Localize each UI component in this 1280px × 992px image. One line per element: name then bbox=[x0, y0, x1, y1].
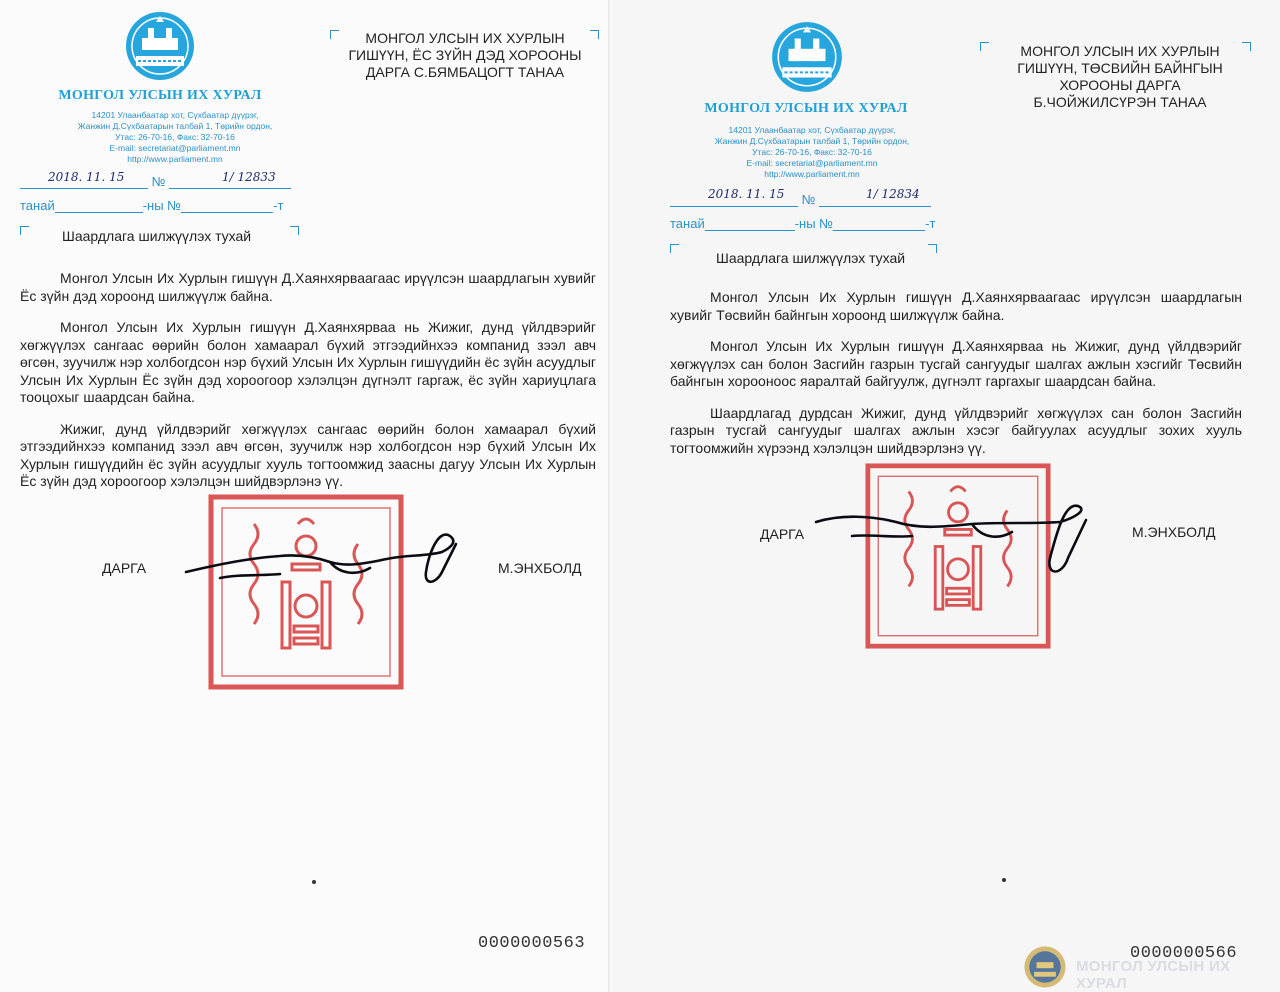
addressee-line: МОНГОЛ УЛСЫН ИХ ХУРЛЫН bbox=[1020, 43, 1220, 59]
date-handwritten: 2018. 11. 15 bbox=[708, 187, 785, 201]
org-name: МОНГОЛ УЛСЫН ИХ ХУРАЛ bbox=[704, 101, 908, 116]
letter-subject: Шаардлага шилжүүлэх тухай bbox=[716, 250, 906, 266]
ref-prefix: танай bbox=[20, 198, 55, 213]
body-paragraph: Шаардлагад дурдсан Жижиг, дунд үйлдвэрийг хөгжүүлэх сан болон Засгийн газрын тусгай сангуудыг шалгах ажлын хэсэг байгуулах асуудлыг зохих хууль тогтоомжийн хүрээнд хэлэлцэн шийдвэрлэнэ үү. bbox=[670, 404, 1242, 456]
incoming-ref-line bbox=[20, 198, 283, 213]
handwritten-signature bbox=[180, 528, 470, 594]
address-line: 14201 Улаанбаатар хот, Сүхбаатар дүүрэг, bbox=[728, 125, 896, 135]
letterhead-address bbox=[692, 125, 932, 180]
bracket-corner bbox=[980, 42, 989, 51]
letter-subject: Шаардлага шилжүүлэх тухай bbox=[62, 228, 252, 244]
body-paragraph: Монгол Улсын Их Хурлын гишүүн Д.Хаянхярваа нь Жижиг, дунд үйлдвэрийг хөгжүүлэх сан болон Засгийн газрын тусгай сангуудыг шалгах ажлын хэсгийг Төсвийн байнгын хорооноос яаралтай байгуулж, дүгнэлт гаргахыг шаардсан байна. bbox=[670, 338, 1242, 389]
watermark-emblem-icon bbox=[1022, 944, 1068, 990]
bracket-corner bbox=[290, 226, 299, 235]
ref-suffix: -т bbox=[925, 216, 936, 231]
letter-2 bbox=[612, 0, 1280, 992]
watermark-text: МОНГОЛ УЛСЫН ИХ ХУРАЛ bbox=[1076, 958, 1231, 992]
signer-title: ДАРГА bbox=[102, 560, 147, 576]
number-handwritten: 1/ 12834 bbox=[866, 187, 920, 201]
letter-body bbox=[20, 270, 596, 505]
address-line: Жанжин Д.Сүхбаатарын талбай 1, Төрийн ордон, bbox=[77, 121, 273, 131]
address-line: E-mail: secretariat@parliament.mn bbox=[109, 143, 241, 153]
parliament-emblem-icon bbox=[768, 18, 846, 96]
body-paragraph: Жижиг, дунд үйлдвэрийг хөгжүүлэх сангаас өөрийн болон хамаарал бүхий этгээдийнхээ компанид зээл авч өгсөн, зуучилж нэр холбогдсон нэр бүхий Улсын Их Хурлын гишүүдийн ёс зүйн асуудлыг хууль тогтоомжид заасны дагуу Улсын Их Хурлын Ёс зүйн дэд хороогоор хэлэлцэн шийдвэрлэнэ үү. bbox=[20, 420, 596, 489]
address-line: Утас: 26-70-16, Факс: 32-70-16 bbox=[115, 132, 235, 142]
ref-mid: -ны № bbox=[142, 198, 182, 213]
ref-date-field bbox=[55, 200, 143, 213]
ref-date-field bbox=[705, 218, 795, 231]
number-symbol: № bbox=[801, 192, 816, 207]
org-name: МОНГОЛ УЛСЫН ИХ ХУРАЛ bbox=[58, 88, 262, 103]
bracket-corner bbox=[670, 244, 679, 253]
paper-speck bbox=[1002, 878, 1006, 882]
letter-body bbox=[670, 289, 1242, 471]
document-serial-number: 0000000566 bbox=[1130, 944, 1238, 963]
address-line: http://www.parliament.mn bbox=[764, 169, 860, 179]
address-line: Жанжин Д.Сүхбаатарын талбай 1, Төрийн ордон, bbox=[714, 136, 910, 146]
addressee-line: ДАРГА С.БЯМБАЦОГТ ТАНАА bbox=[365, 64, 565, 80]
ref-mid: -ны № bbox=[794, 216, 834, 231]
ref-suffix: -т bbox=[273, 198, 284, 213]
incoming-ref-line bbox=[670, 216, 935, 231]
document-serial-number: 0000000563 bbox=[478, 934, 586, 953]
signer-name: М.ЭНХБОЛД bbox=[498, 560, 582, 576]
parliament-emblem-icon bbox=[122, 8, 198, 84]
addressee-block bbox=[335, 30, 595, 81]
letterhead-address bbox=[60, 110, 290, 165]
address-line: 14201 Улаанбаатар хот, Сүхбаатар дүүрэг, bbox=[91, 110, 259, 120]
ref-number-field bbox=[833, 218, 925, 231]
addressee-line: ГИШҮҮН, ТӨСВИЙН БАЙНГЫН bbox=[1017, 60, 1223, 76]
body-paragraph: Монгол Улсын Их Хурлын гишүүн Д.Хаянхярваа нь Жижиг, дунд үйлдвэрийг хөгжүүлэх сангаас өөрийн болон хамаарал бүхий этгээдийнхээ компанид зээл авч өгсөн, зуучилж нэр холбогдсон нэр бүхий Улсын Их Хурлын гишүүдийн ёс зүйн асуудлыг Улсын Их Хурлын Ёс зүйн дэд хороогоор хэлэлцэн дүгнэлт гаргаж, ёс зүйн хариуцлага тооцохыг шаардсан байна. bbox=[20, 319, 596, 405]
addressee-block bbox=[992, 43, 1248, 111]
addressee-line: ГИШҮҮН, ЁС ЗҮЙН ДЭД ХОРООНЫ bbox=[348, 47, 582, 63]
bracket-corner bbox=[928, 244, 937, 253]
handwritten-signature bbox=[812, 500, 1102, 586]
body-paragraph: Монгол Улсын Их Хурлын гишүүн Д.Хаянхярваагаас ирүүлсэн шаардлагын хувийг Ёс зүйн дэд хороонд шилжүүлж байна. bbox=[20, 270, 596, 304]
addressee-line: ХОРООНЫ ДАРГА bbox=[1059, 77, 1181, 93]
address-line: Утас: 26-70-16, Факс: 32-70-16 bbox=[752, 147, 872, 157]
ref-number-field bbox=[181, 200, 273, 213]
letter-1 bbox=[0, 0, 610, 992]
addressee-line: Б.ЧОЙЖИЛСҮРЭН ТАНАА bbox=[1033, 94, 1207, 110]
paper-speck bbox=[312, 880, 316, 884]
number-handwritten: 1/ 12833 bbox=[222, 170, 276, 184]
address-line: http://www.parliament.mn bbox=[127, 154, 223, 164]
signer-name: М.ЭНХБОЛД bbox=[1132, 524, 1216, 540]
addressee-line: МОНГОЛ УЛСЫН ИХ ХУРЛЫН bbox=[365, 30, 565, 46]
bracket-corner bbox=[20, 226, 29, 235]
ref-prefix: танай bbox=[670, 216, 705, 231]
number-symbol: № bbox=[151, 174, 166, 189]
date-handwritten: 2018. 11. 15 bbox=[48, 170, 125, 184]
signer-title: ДАРГА bbox=[760, 526, 805, 542]
address-line: E-mail: secretariat@parliament.mn bbox=[746, 158, 878, 168]
body-paragraph: Монгол Улсын Их Хурлын гишүүн Д.Хаянхярваагаас ирүүлсэн шаардлагын хувийг Төсвийн байнгын хороонд шилжүүлж байна. bbox=[670, 289, 1242, 323]
